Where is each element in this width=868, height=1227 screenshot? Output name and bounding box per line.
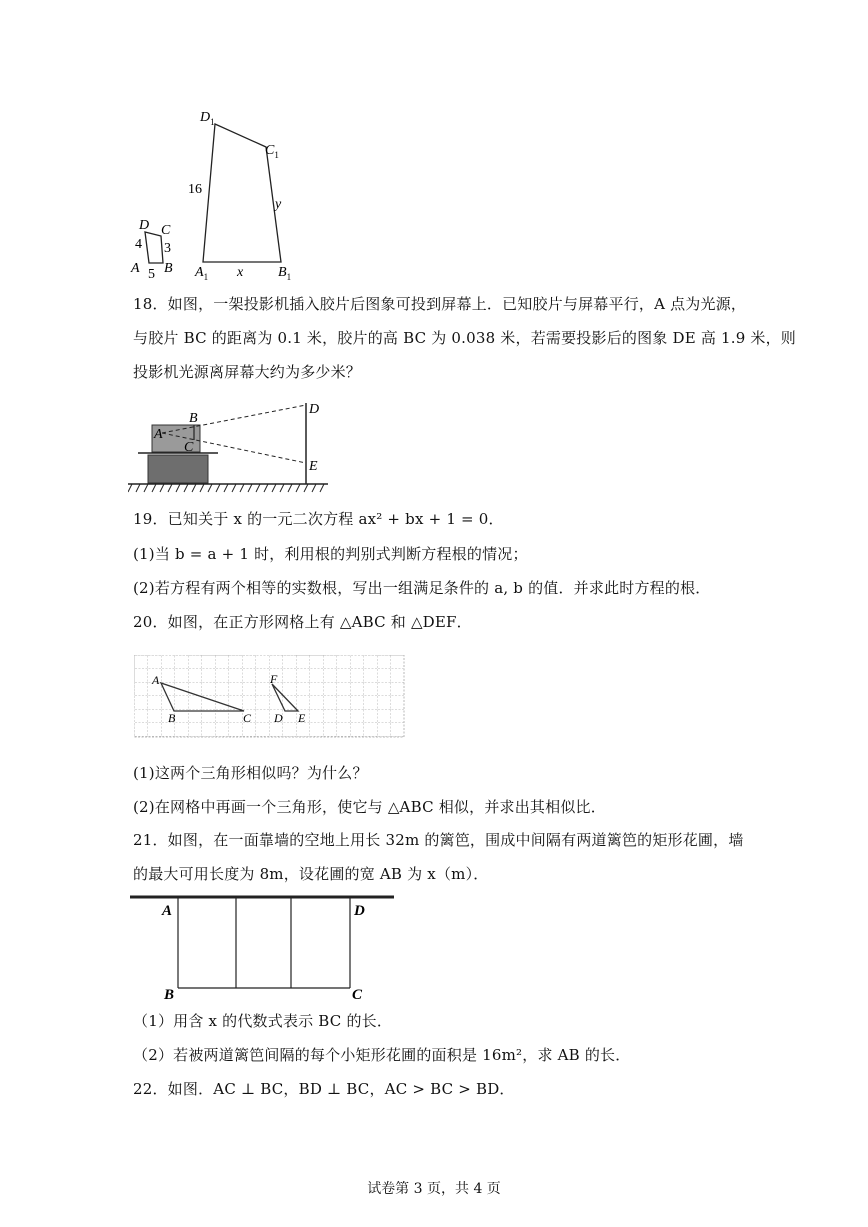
q19-part-1: (1)当 b = a + 1 时，利用根的判别式判断方程根的情况； xyxy=(133,545,528,563)
label-large-ad: 16 xyxy=(188,182,202,197)
q21-line-1: 21．如图，在一面靠墙的空地上用长 32m 的篱笆，围成中间隔有两道篱笆的矩形花圃，墙 xyxy=(133,831,744,849)
subscript-1: 1 xyxy=(286,272,292,282)
label-large-ab: x xyxy=(237,265,244,280)
grid-triangles-figure xyxy=(134,655,406,739)
label-large-D: D xyxy=(200,110,211,125)
label-small-B: B xyxy=(164,261,173,276)
q18-line-2: 与胶片 BC 的距离为 0.1 米，胶片的高 BC 为 0.038 米，若需要投影后的图象 DE 高 1.9 米，则 xyxy=(133,329,797,347)
label-B: B xyxy=(189,411,198,426)
svg-text:D1 xyxy=(199,110,215,127)
q19-line-1: 19．已知关于 x 的一元二次方程 ax² + bx + 1 = 0． xyxy=(133,510,504,528)
q21-part-2: （2）若被两道篱笆间隔的每个小矩形花圃的面积是 16m²，求 AB 的长． xyxy=(133,1046,631,1064)
q21-part-1: （1）用含 x 的代数式表示 BC 的长． xyxy=(133,1012,393,1030)
label-small-C: C xyxy=(161,223,171,238)
label-D: D xyxy=(354,903,365,919)
label-D: D xyxy=(309,402,320,417)
q21-line-2: 的最大可用长度为 8m，设花圃的宽 AB 为 x（m）． xyxy=(133,865,489,883)
label-A: A xyxy=(162,903,173,919)
q20-line-1: 20．如图，在正方形网格上有 △ABC 和 △DEF． xyxy=(133,613,472,631)
subscript-1: 1 xyxy=(210,117,215,127)
subscript-1: 1 xyxy=(274,150,279,160)
q19-part-2: (2)若方程有两个相等的实数根，写出一组满足条件的 a, b 的值．并求此时方程的根． xyxy=(133,579,711,597)
q22-line-1: 22．如图．AC ⊥ BC，BD ⊥ BC，AC > BC > BD． xyxy=(133,1080,515,1098)
label-large-bc: y xyxy=(275,197,282,212)
q18-line-1: 18．如图，一架投影机插入胶片后图象可投到屏幕上．已知胶片与屏幕平行，A 点为光源， xyxy=(133,295,747,313)
svg-text:B1 xyxy=(278,265,291,282)
label-small-A: A xyxy=(131,261,140,276)
label-C: C xyxy=(352,987,363,1003)
label-B: B xyxy=(168,711,176,725)
similar-quadrilaterals-figure xyxy=(125,100,305,282)
garden-fence-figure xyxy=(128,893,398,1005)
label-large-C: C xyxy=(265,143,275,158)
label-F: F xyxy=(270,672,278,686)
q20-part-2: (2)在网格中再画一个三角形，使它与 △ABC 相似，并求出其相似比． xyxy=(133,798,606,816)
q20-part-1: (1)这两个三角形相似吗？为什么？ xyxy=(133,764,368,782)
label-small-ab: 5 xyxy=(148,267,155,282)
label-A: A xyxy=(154,427,163,442)
label-large-A: A xyxy=(195,265,204,280)
label-B: B xyxy=(164,987,175,1003)
label-large-B: B xyxy=(278,265,287,280)
label-small-D: D xyxy=(139,218,150,233)
label-E: E xyxy=(298,711,306,725)
label-C: C xyxy=(184,440,194,455)
label-small-bc: 3 xyxy=(164,241,171,256)
label-E: E xyxy=(309,459,318,474)
page-footer: 试卷第 3 页，共 4 页 xyxy=(367,1181,501,1197)
projector-figure xyxy=(128,397,333,497)
label-C: C xyxy=(243,711,252,725)
svg-text:C1 xyxy=(265,143,279,160)
subscript-1: 1 xyxy=(203,272,209,282)
label-A: A xyxy=(152,673,160,687)
label-D: D xyxy=(274,711,283,725)
label-small-ad: 4 xyxy=(135,237,142,252)
q18-line-3: 投影机光源离屏幕大约为多少米？ xyxy=(133,363,362,381)
svg-text:A1 xyxy=(194,265,208,282)
